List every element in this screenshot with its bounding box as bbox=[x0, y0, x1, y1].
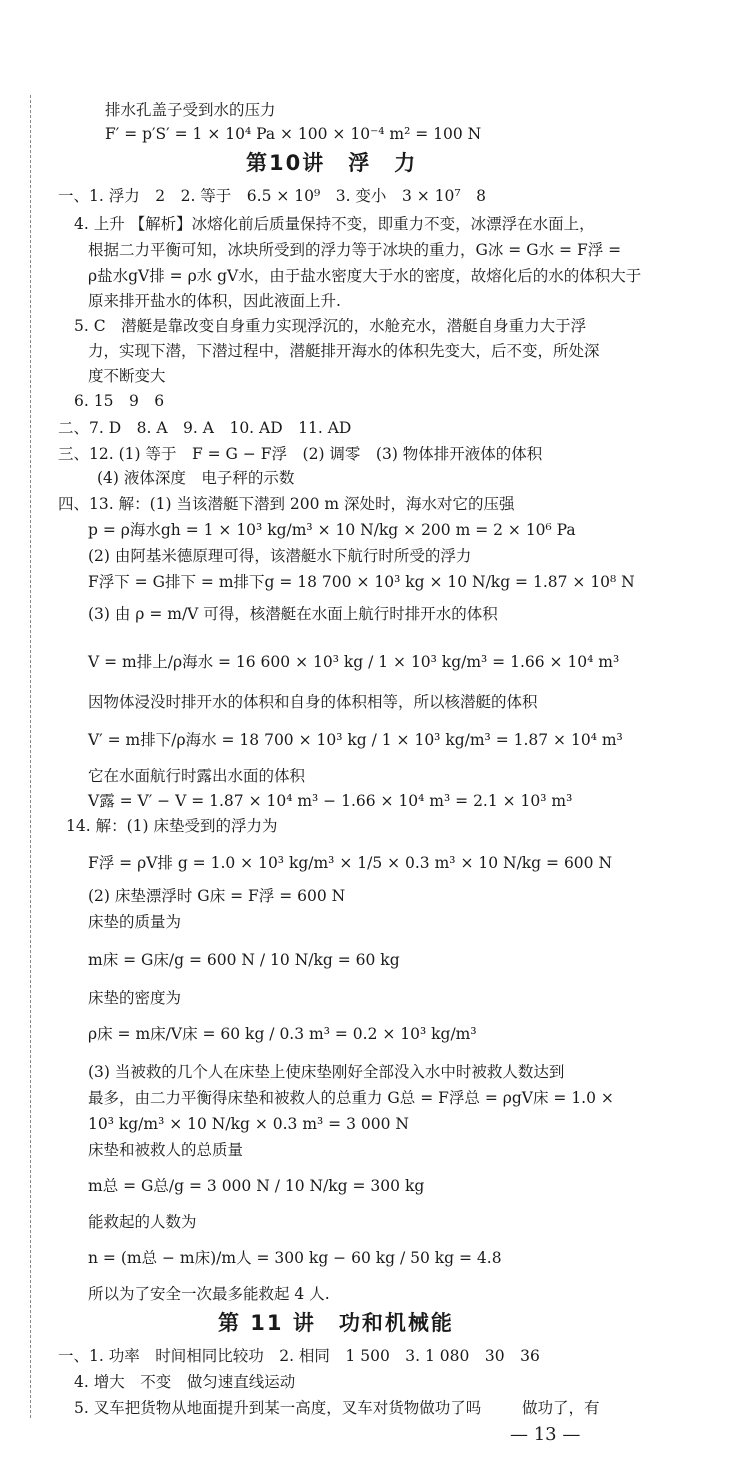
answer-line: (2) 由阿基米德原理可得，该潜艇水下航行时所受的浮力 bbox=[88, 547, 472, 565]
answer-line: 因物体浸没时排开水的体积和自身的体积相等，所以核潜艇的体积 bbox=[88, 693, 538, 711]
formula-line: V露 = V′ − V = 1.87 × 10⁴ m³ − 1.66 × 10⁴ m³ = 2.1 × 10³ m³ bbox=[88, 792, 573, 810]
answer-line: (3) 当被救的几个人在床垫上使床垫刚好全部没入水中时被救人数达到 bbox=[88, 1063, 565, 1081]
formula-line: m总 = G总/g = 3 000 N / 10 N/kg = 300 kg bbox=[88, 1177, 425, 1195]
answer-line: 6. 15 9 6 bbox=[74, 392, 165, 410]
formula-line: ρ床 = m床/V床 = 60 kg / 0.3 m³ = 0.2 × 10³ kg/m³ bbox=[88, 1025, 477, 1043]
answer-line: 床垫的质量为 bbox=[88, 913, 182, 931]
answer-line: (4) 液体深度 电子秤的示数 bbox=[97, 469, 295, 487]
answer-line: 根据二力平衡可知，冰块所受到的浮力等于冰块的重力，G冰 = G水 = F浮 = bbox=[88, 241, 622, 259]
formula-line: m床 = G床/g = 600 N / 10 N/kg = 60 kg bbox=[88, 951, 400, 969]
answer-line: 5. C 潜艇是靠改变自身重力实现浮沉的，水舱充水，潜艇自身重力大于浮 bbox=[74, 317, 587, 335]
answer-line: 最多，由二力平衡得床垫和被救人的总重力 G总 = F浮总 = ρgV床 = 1.0 × bbox=[88, 1089, 614, 1107]
answer-line: 所以为了安全一次最多能救起 4 人. bbox=[88, 1285, 330, 1303]
answer-line: 度不断变大 bbox=[88, 367, 166, 385]
formula-line: n = (m总 − m床)/m人 = 300 kg − 60 kg / 50 kg = 4.8 bbox=[88, 1249, 502, 1267]
text-line: 排水孔盖子受到水的压力 bbox=[105, 101, 276, 119]
answer-line: 一、1. 功率 时间相同比较功 2. 相同 1 500 3. 1 080 30 36 bbox=[58, 1347, 540, 1365]
formula-line: 10³ kg/m³ × 10 N/kg × 0.3 m³ = 3 000 N bbox=[88, 1115, 409, 1133]
answer-line: 14. 解：(1) 床垫受到的浮力为 bbox=[66, 817, 278, 835]
formula-line: p = ρ海水gh = 1 × 10³ kg/m³ × 10 N/kg × 200 m = 2 × 10⁶ Pa bbox=[88, 521, 576, 539]
formula-line: V′ = m排下/ρ海水 = 18 700 × 10³ kg / 1 × 10³ kg/m³ = 1.87 × 10⁴ m³ bbox=[88, 731, 623, 749]
answer-line: 4. 上升 【解析】冰熔化前后质量保持不变，即重力不变，冰漂浮在水面上， bbox=[74, 215, 595, 233]
answer-line: 力，实现下潜，下潜过程中，潜艇排开海水的体积先变大，后不变，所处深 bbox=[88, 342, 600, 360]
answer-line: (3) 由 ρ = m/V 可得，核潜艇在水面上航行时排开水的体积 bbox=[88, 605, 498, 623]
answer-line: 原来排开盐水的体积，因此液面上升. bbox=[88, 292, 341, 310]
answer-line: 四、13. 解：(1) 当该潜艇下潜到 200 m 深处时，海水对它的压强 bbox=[58, 495, 515, 513]
answer-line: 能救起的人数为 bbox=[88, 1213, 197, 1231]
answer-line: (2) 床垫漂浮时 G床 = F浮 = 600 N bbox=[88, 887, 346, 905]
answer-line: 一、1. 浮力 2 2. 等于 6.5 × 10⁹ 3. 变小 3 × 10⁷ 8 bbox=[58, 187, 486, 205]
answer-line: 二、7. D 8. A 9. A 10. AD 11. AD bbox=[58, 419, 352, 437]
answer-line: ρ盐水gV排 = ρ水 gV水，由于盐水密度大于水的密度，故熔化后的水的体积大于 bbox=[88, 267, 642, 285]
section-heading-10: 第10讲 浮 力 bbox=[246, 151, 418, 175]
page-number: — 13 — bbox=[510, 1424, 581, 1445]
answer-line: 床垫和被救人的总质量 bbox=[88, 1141, 244, 1159]
formula-line: V = m排上/ρ海水 = 16 600 × 10³ kg / 1 × 10³ kg/m³ = 1.66 × 10⁴ m³ bbox=[88, 653, 620, 671]
formula-line: F浮下 = G排下 = m排下g = 18 700 × 10³ kg × 10 N/kg = 1.87 × 10⁸ N bbox=[88, 573, 635, 591]
answer-line: 三、12. (1) 等于 F = G − F浮 (2) 调零 (3) 物体排开液体的体积 bbox=[58, 445, 543, 463]
formula-line: F浮 = ρV排 g = 1.0 × 10³ kg/m³ × 1/5 × 0.3 m³ × 10 N/kg = 600 N bbox=[88, 854, 613, 872]
answer-line: 做功了，有 bbox=[522, 1399, 600, 1417]
answer-line: 它在水面航行时露出水面的体积 bbox=[88, 767, 306, 785]
answer-line: 床垫的密度为 bbox=[88, 989, 182, 1007]
answer-line: 5. 叉车把货物从地面提升到某一高度，叉车对货物做功了吗 bbox=[74, 1399, 482, 1417]
answer-line: 4. 增大 不变 做匀速直线运动 bbox=[74, 1373, 296, 1391]
section-heading-11: 第 11 讲 功和机械能 bbox=[218, 1311, 454, 1335]
formula-line: F′ = p′S′ = 1 × 10⁴ Pa × 100 × 10⁻⁴ m² = 100 N bbox=[105, 125, 482, 143]
margin-dashed-line bbox=[30, 95, 31, 1418]
